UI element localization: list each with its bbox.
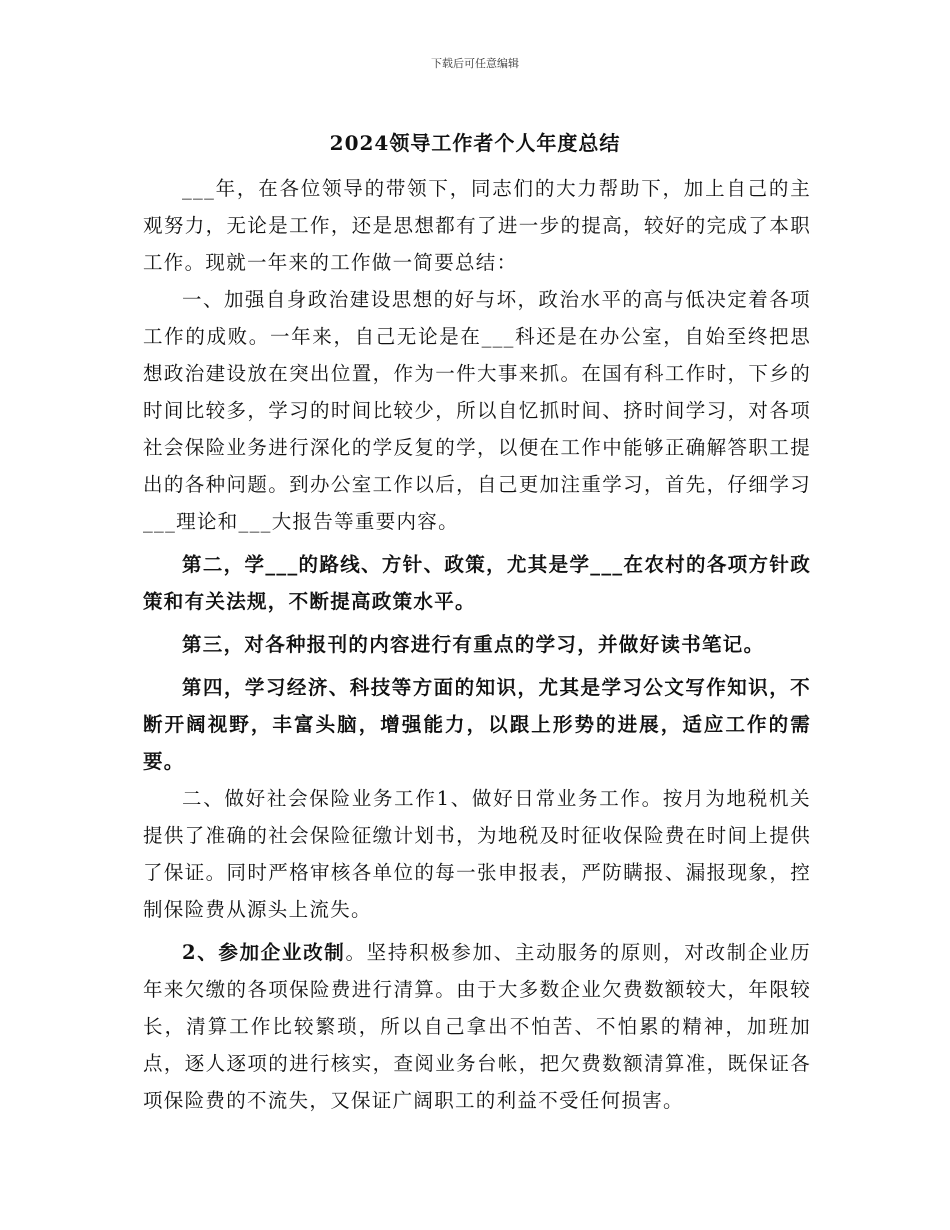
paragraph-body-text: 。坚持积极参加、主动服务的原则，对改制企业历年来欠缴的各项保险费进行清算。由于大多数企业欠费数额较大，年限较长，清算工作比较繁琐，所以自己拿出不怕苦、不怕累的精神，加班加点，逐人逐项的进行核实，查阅业务台帐，把欠费数额清算准，既保证各项保险费的不流失，又保证广阔职工的利益不受任何损害。	[143, 941, 811, 1112]
paragraph-point-three: 第三，对各种报刊的内容进行有重点的学习，并做好读书笔记。	[182, 633, 765, 656]
paragraph-section-one: 一、加强自身政治建设思想的好与坏，政治水平的高与低决定着各项工作的成败。一年来，自己无论是在___科还是在办公室，自始至终把思想政治建设放在突出位置，作为一件大事来抓。在国有科工作时，下乡的时间比较多，学习的时间比较少，所以自忆抓时间、挤时间学习，对各项社会保险业务进行深化的学反复的学，以便在工作中能够正确解答职工提出的各种问题。到办公室工作以后，自己更加注重学习，首先，仔细学习___理论和___大报告等重要内容。	[143, 288, 811, 533]
paragraph-lead-text: 2、参加企业改制	[182, 941, 346, 964]
header-note: 下载后可任意编辑	[431, 57, 519, 70]
paragraph-enterprise-reform	[143, 934, 811, 1119]
document-body	[143, 170, 811, 1119]
paragraph-point-four: 第四，学习经济、科技等方面的知识，尤其是学习公文写作知识，不断开阔视野，丰富头脑，增强能力，以跟上形势的进展，适应工作的需要。	[143, 676, 811, 773]
paragraph-intro: ___年，在各位领导的带领下，同志们的大力帮助下，加上自己的主观努力，无论是工作，还是思想都有了进一步的提高，较好的完成了本职工作。现就一年来的工作做一简要总结：	[143, 177, 811, 274]
paragraph-section-two: 二、做好社会保险业务工作1、做好日常业务工作。按月为地税机关提供了准确的社会保险征缴计划书，为地税及时征收保险费在时间上提供了保证。同时严格审核各单位的每一张申报表，严防瞒报、漏报现象，控制保险费从源头上流失。	[143, 787, 811, 921]
paragraph-point-two: 第二，学___的路线、方针、政策，尤其是学___在农村的各项方针政策和有关法规，不断提高政策水平。	[143, 553, 811, 613]
document-title: 2024领导工作者个人年度总结	[329, 131, 621, 155]
